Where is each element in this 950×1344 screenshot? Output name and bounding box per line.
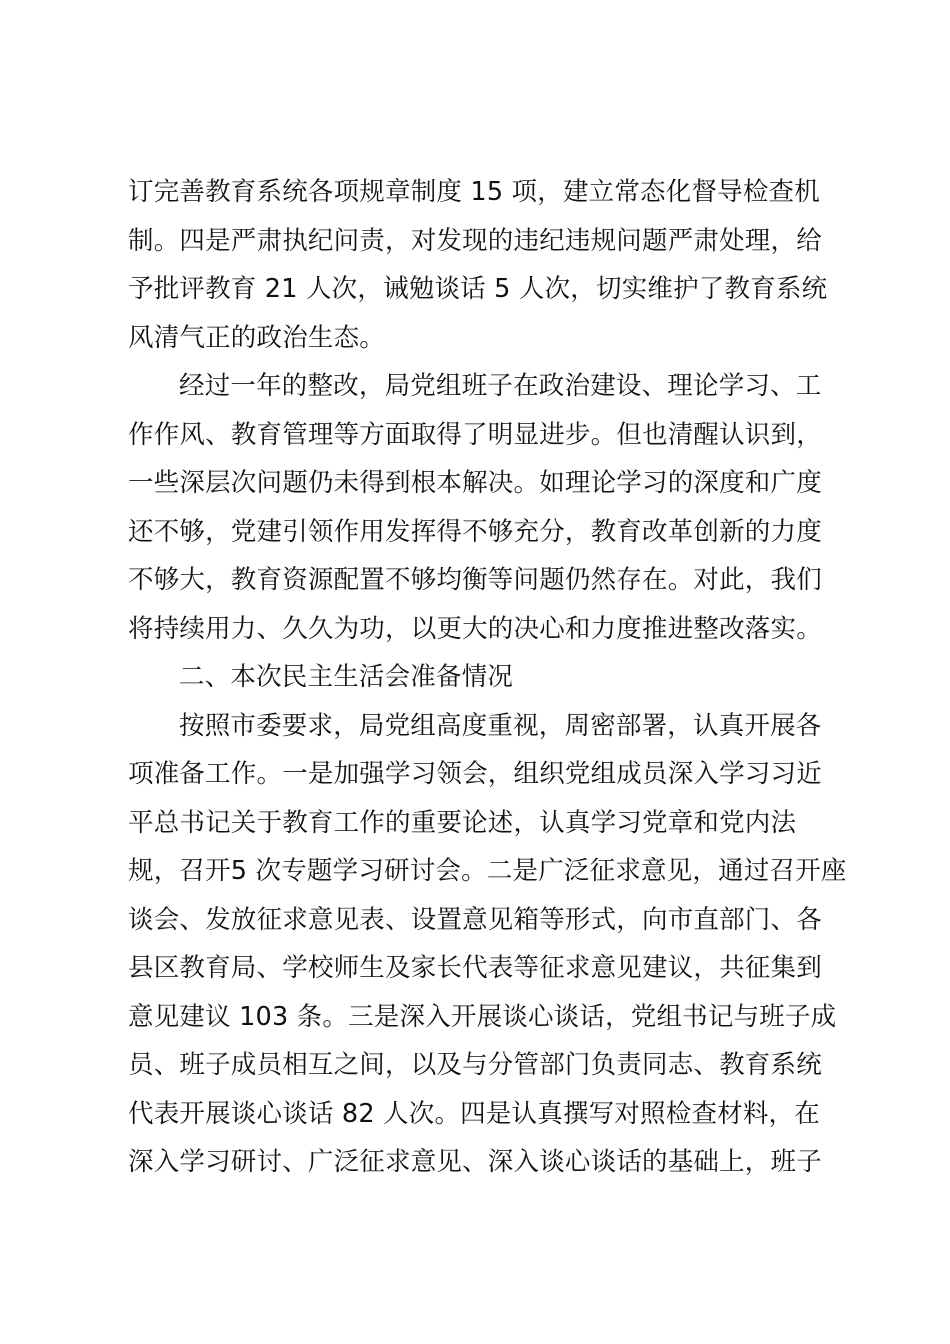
- text-line: 项准备工作。一是加强学习领会，组织党组成员深入学习习近: [128, 759, 822, 789]
- document-body: [128, 168, 847, 1187]
- text-line: 作作风、教育管理等方面取得了明显进步。但也清醒认识到，: [128, 419, 822, 450]
- text-line: 二、本次民主生活会准备情况: [179, 662, 514, 692]
- text-line: 一些深层次问题仍未得到根本解决。如理论学习的深度和广度: [128, 468, 822, 498]
- text-line: 制。四是严肃执纪问责，对发现的违纪违规问题严肃处理，给: [128, 225, 822, 256]
- text-line: 经过一年的整改，局党组班子在政治建设、理论学习、工: [179, 371, 822, 401]
- text-line: 不够大，教育资源配置不够均衡等问题仍然存在。对此，我们: [128, 565, 822, 595]
- text-line: 规，召开5 次专题学习研讨会。二是广泛征求意见，通过召开座: [128, 856, 847, 886]
- text-line: 谈会、发放征求意见表、设置意见箱等形式，向市直部门、各: [128, 904, 822, 935]
- text-line: 员、班子成员相互之间，以及与分管部门负责同志、教育系统: [128, 1050, 822, 1080]
- text-line: 县区教育局、学校师生及家长代表等征求意见建议，共征集到: [128, 953, 822, 983]
- text-line: 订完善教育系统各项规章制度 15 项，建立常态化督导检查机: [128, 177, 820, 207]
- text-line: 风清气正的政治生态。: [128, 322, 386, 353]
- text-line: 将持续用力、久久为功，以更大的决心和力度推进整改落实。: [128, 613, 822, 644]
- text-line: 意见建议 103 条。三是深入开展谈心谈话，党组书记与班子成: [128, 1001, 837, 1032]
- text-line: 予批评教育 21 人次，诫勉谈话 5 人次，切实维护了教育系统: [128, 274, 828, 304]
- text-line: 代表开展谈心谈话 82 人次。四是认真撰写对照检查材料，在: [128, 1098, 820, 1129]
- text-line: 深入学习研讨、广泛征求意见、深入谈心谈话的基础上，班子: [128, 1147, 822, 1177]
- text-line: 平总书记关于教育工作的重要论述，认真学习党章和党内法: [128, 807, 797, 838]
- text-line: 还不够，党建引领作用发挥得不够充分，教育改革创新的力度: [128, 516, 822, 547]
- text-line: 按照市委要求，局党组高度重视，周密部署，认真开展各: [179, 710, 822, 741]
